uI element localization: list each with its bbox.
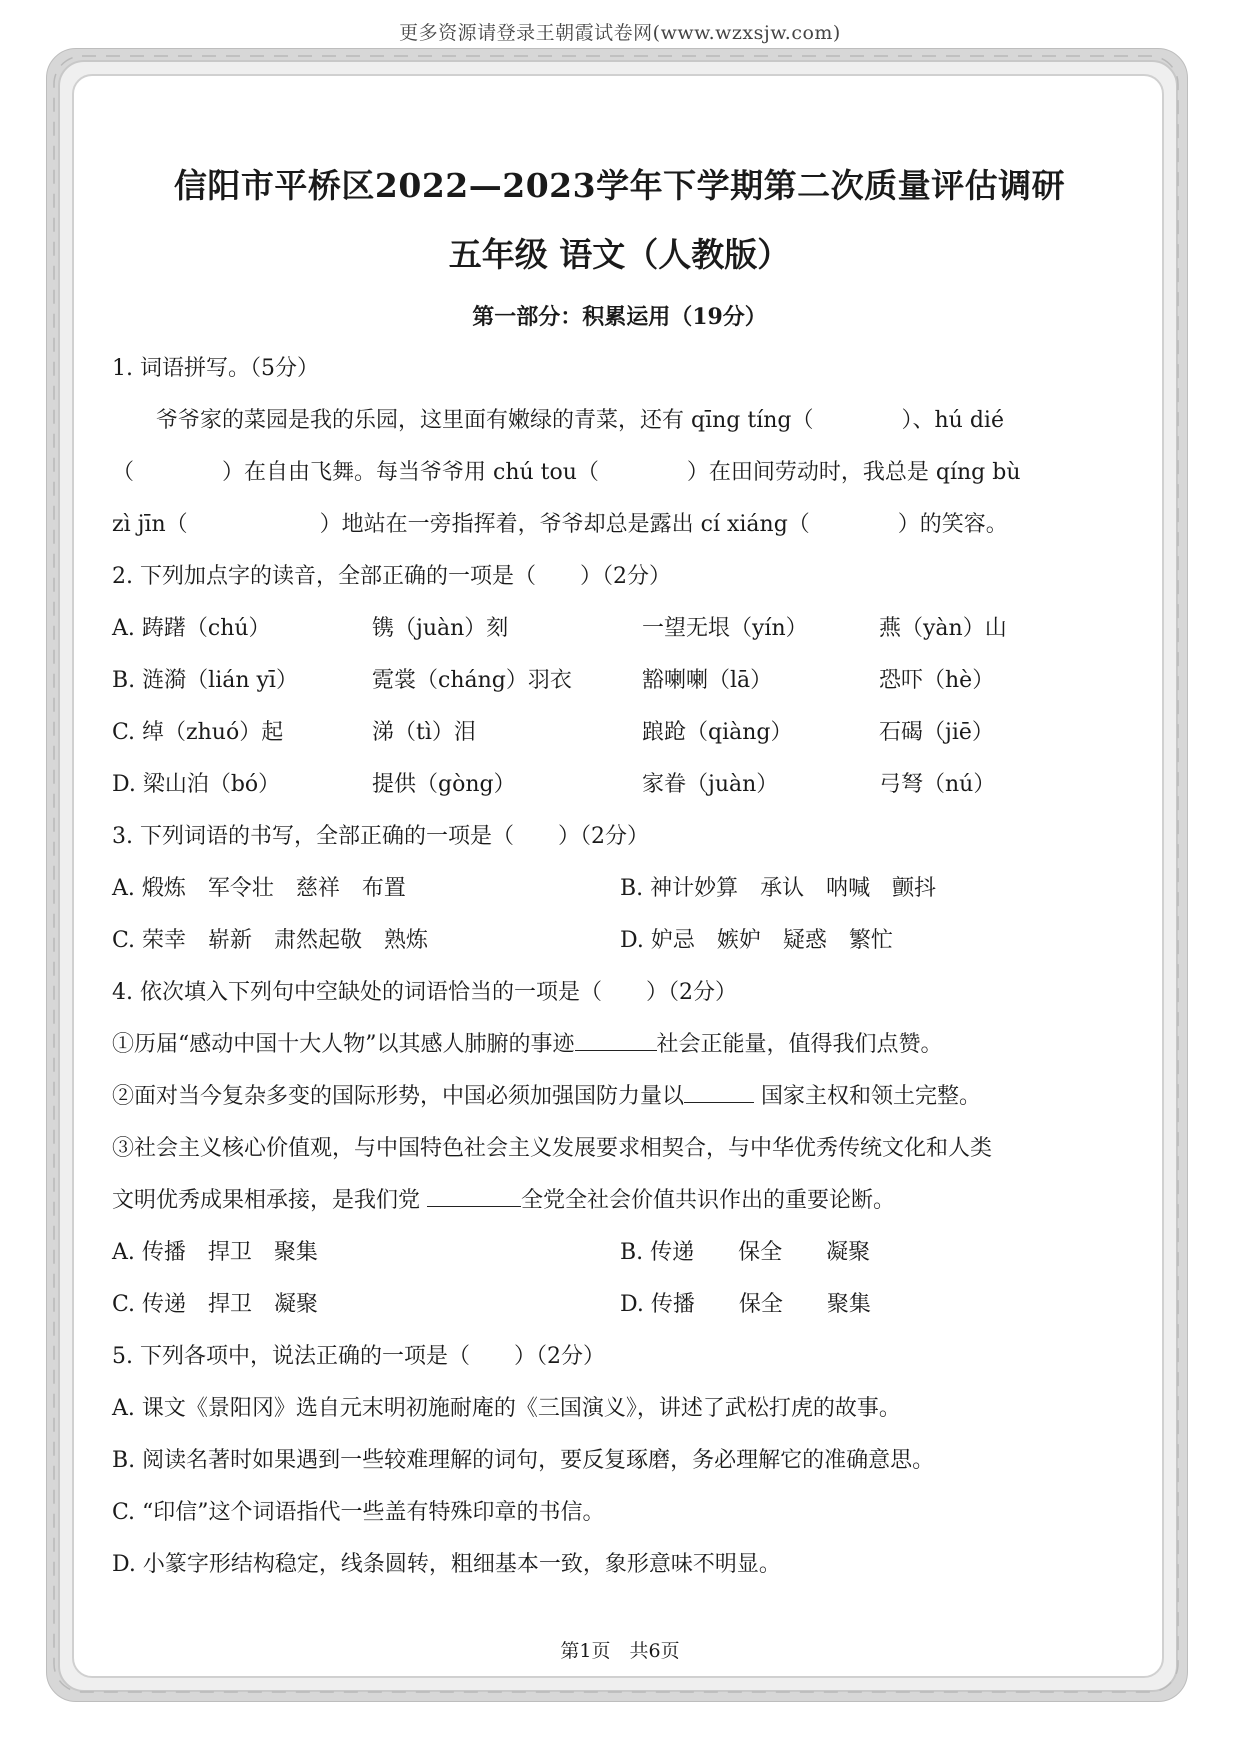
question-1 [112, 343, 1127, 551]
page-number: 第1页 共6页 [560, 1640, 680, 1662]
question-5 [112, 1331, 1127, 1591]
q3-option-cell: A. 煅炼 军令壮 慈祥 布置 [112, 876, 406, 901]
q2-option-cell: 石碣（jiē） [879, 720, 994, 745]
q3-option-cell: B. 神计妙算 承认 呐喊 颤抖 [620, 876, 937, 901]
section-heading: 第一部分：积累运用（19分） [472, 304, 767, 330]
q2-option-row [112, 603, 1127, 655]
q4-sentence-4 [112, 1175, 1127, 1227]
question-2 [112, 551, 1127, 811]
q4-s1-text: ①历届“感动中国十大人物”以其感人肺腑的事迹 [112, 1032, 575, 1057]
q1-line-1: 爷爷家的菜园是我的乐园，这里面有嫩绿的青菜，还有 qīng tíng（ ）、hú dié [156, 408, 1004, 433]
q3-stem: 3. 下列词语的书写，全部正确的一项是（ ）（2分） [112, 824, 649, 849]
q2-option-cell: 提供（gòng） [372, 772, 516, 797]
q1-line-2: （ ）在自由飞舞。每当爷爷用 chú tou（ ）在田间劳动时，我总是 qíng bù [112, 460, 1021, 485]
q4-s1-text: 社会正能量，值得我们点赞。 [656, 1032, 943, 1057]
q2-option-cell: 恐吓（hè） [879, 668, 995, 693]
q4-s2-text: 国家主权和领土完整。 [754, 1084, 982, 1109]
q2-option-row [112, 655, 1127, 707]
exam-content [112, 150, 1127, 1591]
q2-option-cell: 涕（tì）泪 [372, 720, 476, 745]
q2-option-cell: 家眷（juàn） [642, 772, 779, 797]
exam-title: 信阳市平桥区2022—2023学年下学期第二次质量评估调研 [173, 166, 1066, 205]
q4-option-cell: A. 传播 捍卫 聚集 [112, 1240, 318, 1265]
q2-option-cell: B. 涟漪（lián yī） [112, 668, 298, 693]
q5-option-c: C. “印信”这个词语指代一些盖有特殊印章的书信。 [112, 1500, 605, 1525]
q2-option-cell: D. 梁山泊（bó） [112, 772, 281, 797]
q4-option-cell: B. 传递 保全 凝聚 [620, 1240, 871, 1265]
q2-option-row [112, 759, 1127, 811]
watermark-header: 更多资源请登录王朝霞试卷网(www.wzxsjw.com) [399, 22, 841, 44]
q4-sentence-1 [112, 1019, 1127, 1071]
q2-option-cell: 一望无垠（yín） [642, 616, 808, 641]
q2-option-cell: C. 绰（zhuó）起 [112, 720, 284, 745]
q2-option-cell: 豁喇喇（lā） [642, 668, 773, 693]
q2-option-cell: 燕（yàn）山 [879, 616, 1007, 641]
q3-option-cell: D. 妒忌 嫉妒 疑惑 繁忙 [620, 928, 893, 953]
q4-s4-text: 全党全社会价值共识作出的重要论断。 [521, 1188, 896, 1213]
q2-option-row [112, 707, 1127, 759]
question-3 [112, 811, 1127, 967]
q4-s4-text: 文明优秀成果相承接，是我们党 [112, 1188, 427, 1213]
exam-subtitle: 五年级 语文（人教版） [448, 235, 791, 274]
q4-sentence-3: ③社会主义核心价值观，与中国特色社会主义发展要求相契合，与中华优秀传统文化和人类 [112, 1136, 993, 1161]
q5-stem: 5. 下列各项中，说法正确的一项是（ ）（2分） [112, 1344, 605, 1369]
fill-blank [684, 1102, 754, 1103]
q2-option-cell: A. 踌躇（chú） [112, 616, 271, 641]
q4-option-row [112, 1227, 1127, 1279]
question-4 [112, 967, 1127, 1331]
q3-option-row [112, 863, 1127, 915]
q4-s2-text: ②面对当今复杂多变的国际形势，中国必须加强国防力量以 [112, 1084, 685, 1109]
q5-option-b: B. 阅读名著时如果遇到一些较难理解的词句，要反复琢磨，务必理解它的准确意思。 [112, 1448, 935, 1473]
q2-option-cell: 踉跄（qiàng） [642, 720, 793, 745]
q3-option-cell: C. 荣幸 崭新 肃然起敬 熟炼 [112, 928, 429, 953]
q5-option-a: A. 课文《景阳冈》选自元末明初施耐庵的《三国演义》，讲述了武松打虎的故事。 [112, 1396, 901, 1421]
q1-stem: 1. 词语拼写。（5分） [112, 356, 319, 381]
q4-option-cell: C. 传递 捍卫 凝聚 [112, 1292, 319, 1317]
q2-option-cell: 弓弩（nú） [879, 772, 996, 797]
q4-stem: 4. 依次填入下列句中空缺处的词语恰当的一项是（ ）（2分） [112, 980, 737, 1005]
q4-sentence-2 [112, 1071, 1127, 1123]
q2-option-cell: 霓裳（cháng）羽衣 [372, 668, 572, 693]
q1-line-3: zì jīn（ ）地站在一旁指挥着，爷爷却总是露出 cí xiáng（ ）的笑容。 [112, 512, 1008, 537]
q2-stem: 2. 下列加点字的读音，全部正确的一项是（ ）（2分） [112, 564, 671, 589]
q2-option-cell: 镌（juàn）刻 [372, 616, 509, 641]
q3-option-row [112, 915, 1127, 967]
q5-option-d: D. 小篆字形结构稳定，线条圆转，粗细基本一致，象形意味不明显。 [112, 1552, 781, 1577]
q4-option-cell: D. 传播 保全 聚集 [620, 1292, 871, 1317]
fill-blank [575, 1050, 657, 1051]
q4-option-row [112, 1279, 1127, 1331]
fill-blank [427, 1206, 521, 1207]
